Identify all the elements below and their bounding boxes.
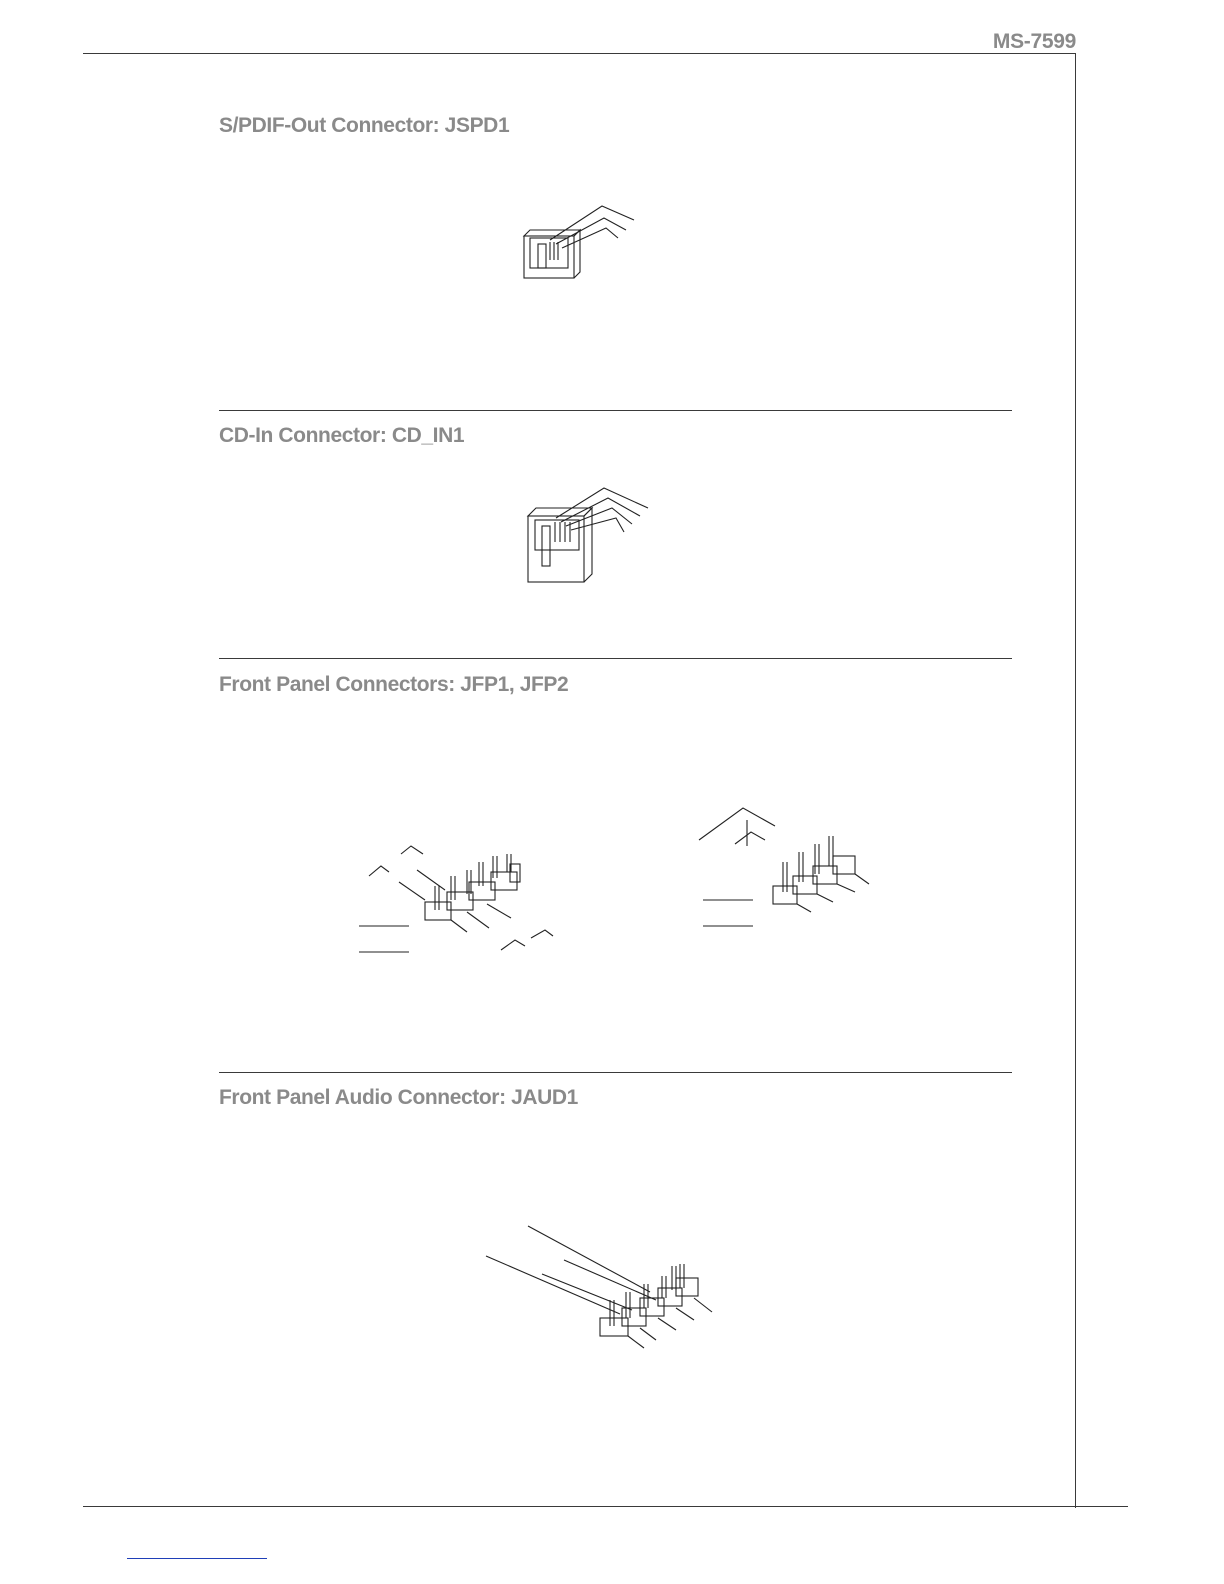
footer-rule [83,1506,1128,1507]
right-margin-rule [1075,53,1076,1508]
section-title-front-panel: Front Panel Connectors: JFP1, JFP2 [219,673,569,696]
section-divider [219,1072,1012,1073]
section-title-spdif: S/PDIF-Out Connector: JSPD1 [219,114,510,137]
section-title-cd-in: CD-In Connector: CD_IN1 [219,424,465,447]
jfp1-pin-header-diagram [355,840,565,960]
model-number: MS-7599 [992,30,1076,53]
header-rule [83,53,1076,54]
section-divider [219,658,1012,659]
jaud1-pin-header-diagram [480,1218,730,1363]
footer-link-underline[interactable] [127,1558,267,1559]
section-title-front-audio: Front Panel Audio Connector: JAUD1 [219,1086,578,1109]
section-divider [219,410,1012,411]
cd-in-connector-diagram [518,478,668,590]
spdif-connector-diagram [510,198,650,288]
jfp2-pin-header-diagram [695,800,875,930]
